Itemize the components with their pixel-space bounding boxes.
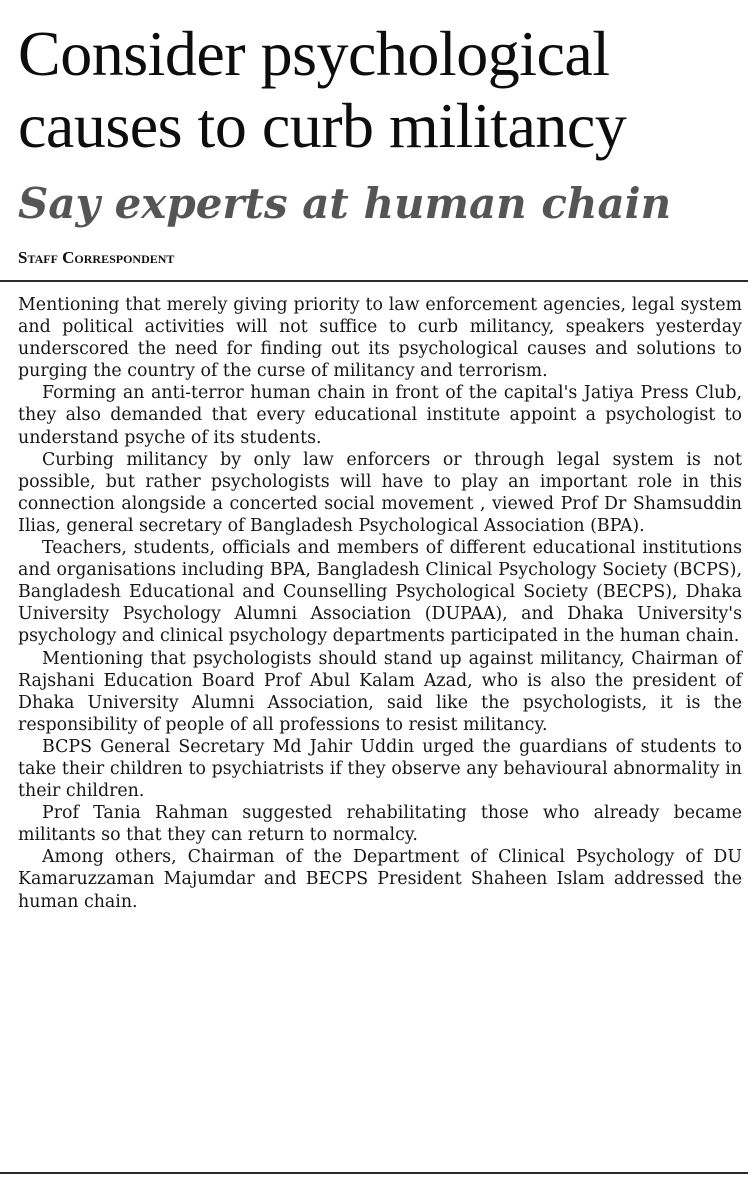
subheadline: Say experts at human chain — [18, 179, 672, 228]
top-divider — [0, 280, 748, 282]
headline — [18, 18, 748, 162]
article-paragraph-3: Curbing militancy by only law enforcers or through legal system is not possible, but rather psychologists will have to play an important role in this connection alongside a concerted social movement , viewed Prof Dr Shamsuddin Ilias, general secretary of Bangladesh Psychological Association (BPA). — [18, 449, 742, 536]
article-paragraph-7: Prof Tania Rahman suggested rehabilitating those who already became militants so that they can return to normalcy. — [18, 803, 742, 846]
article-paragraph-8: Among others, Chairman of the Department of Clinical Psychology of DU Kamaruzzaman Majumdar and BECPS President Shaheen Islam addressed the human chain. — [18, 847, 742, 912]
article-paragraph-2: Forming an anti-terror human chain in front of the capital's Jatiya Press Club, they also demanded that every educational institute appoint a psychologist to understand psyche of its students. — [18, 383, 742, 448]
article-paragraph-6: BCPS General Secretary Md Jahir Uddin urged the guardians of students to take their children to psychiatrists if they observe any behavioural abnormality in their children. — [18, 736, 742, 802]
article-paragraph-4: Teachers, students, officials and members of different educational institutions and organisations including BPA, Bangladesh Clinical Psychology Society (BCPS), Bangladesh Educational and Counselling Psychological Society (BECPS), Dhaka University Psychology Alumni Association (DUPAA), and Dhaka University's psychology and clinical psychology departments participated in the human chain. — [18, 538, 742, 647]
bottom-divider — [0, 1172, 748, 1174]
headline-line-2: causes to curb militancy — [18, 90, 627, 161]
article-paragraph-1: Mentioning that merely giving priority to law enforcement agencies, legal system and political activities will not suffice to curb militancy, speakers yesterday underscored the need for finding out its psychological causes and solutions to purging the country of the curse of militancy and terrorism. — [18, 295, 742, 382]
article-paragraph-5: Mentioning that psychologists should stand up against militancy, Chairman of Rajshani Education Board Prof Abul Kalam Azad, who is also the president of Dhaka University Alumni Association, said like the psychologists, it is the responsibility of people of all professions to resist militancy. — [18, 648, 742, 735]
article-body — [18, 294, 742, 913]
byline: Staff Correspondent — [18, 248, 175, 267]
headline-line-1: Consider psychological — [18, 18, 610, 89]
